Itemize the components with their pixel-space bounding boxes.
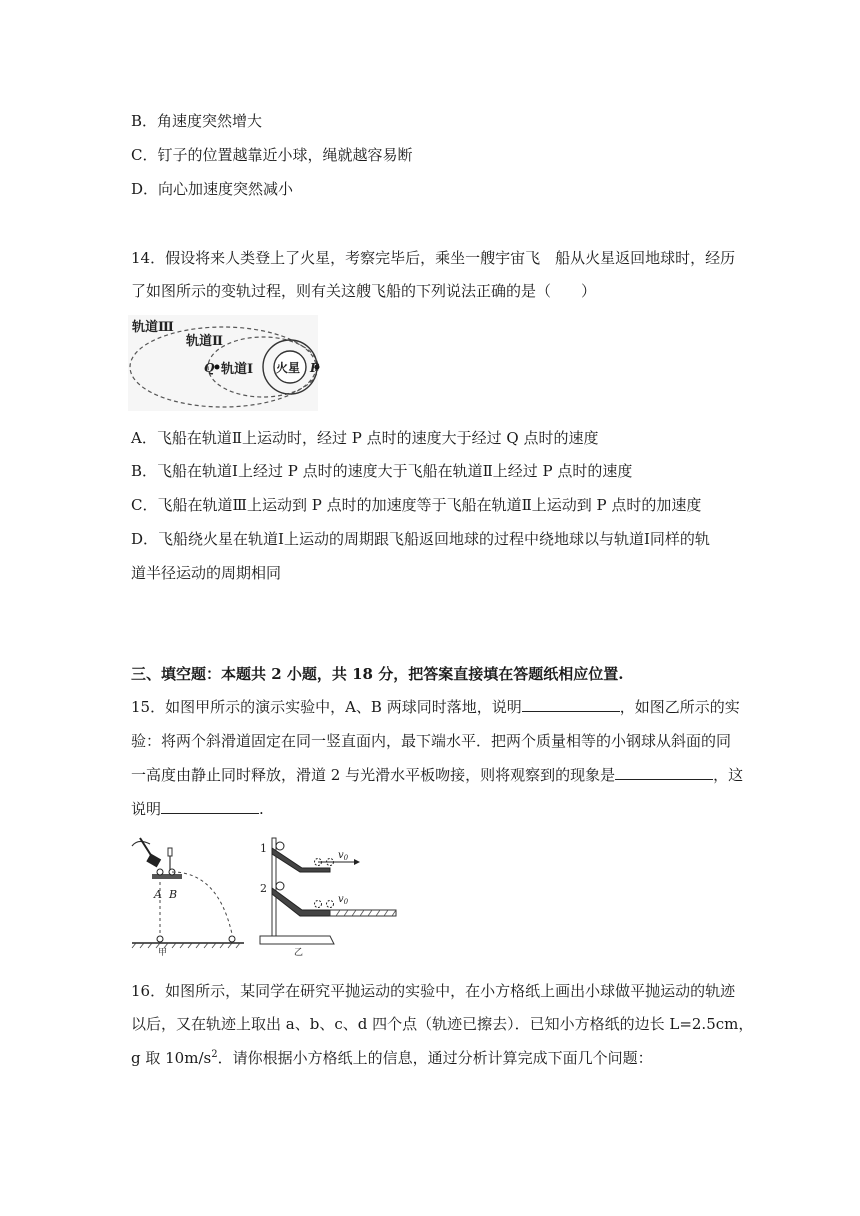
q13-option-d: D．向心加速度突然减小 bbox=[131, 180, 294, 198]
q13-option-c: C．钉子的位置越靠近小球，绳就越容易断 bbox=[131, 146, 413, 164]
q14-option-a: A．飞船在轨道Ⅱ上运动时，经过 P 点时的速度大于经过 Q 点时的速度 bbox=[131, 429, 599, 447]
q15-line4 bbox=[131, 799, 264, 819]
section-heading: 三、填空题：本题共 2 小题，共 18 分，把答案直接填在答题纸相应位置. bbox=[131, 665, 624, 683]
orbit-3-label: 轨道Ⅲ bbox=[132, 320, 174, 335]
q16-line3-text-a: g 取 10m/s bbox=[131, 1049, 212, 1067]
q15-line2: 验：将两个斜滑道固定在同一竖直面内，最下端水平．把两个质量相等的小钢球从斜面的同 bbox=[131, 732, 732, 750]
q14-option-d-line2: 道半径运动的周期相同 bbox=[131, 564, 282, 582]
q16-line3-sup: 2 bbox=[211, 1049, 218, 1060]
q15-line1-text-b: ，如图乙所示的实 bbox=[619, 698, 740, 716]
q14-option-d-line1: D．飞船绕火星在轨道Ⅰ上运动的周期跟飞船返回地球的过程中绕地球以与轨道Ⅰ同样的轨 bbox=[131, 530, 710, 548]
figure-a-drop-experiment bbox=[128, 832, 248, 956]
q14-stem-line1: 14．假设将来人类登上了火星，考察完毕后，乘坐一艘宇宙飞 船从火星返回地球时，经历 bbox=[131, 249, 736, 267]
point-q bbox=[215, 365, 220, 370]
ball-b-label: B bbox=[169, 888, 178, 901]
answer-blank-1[interactable] bbox=[522, 697, 620, 712]
q14-option-c: C．飞船在轨道Ⅲ上运动到 P 点时的加速度等于飞船在轨道Ⅱ上运动到 P 点时的加速度 bbox=[131, 496, 702, 514]
track-2-label: 2 bbox=[260, 882, 267, 895]
q14-option-b: B．飞船在轨道Ⅰ上经过 P 点时的速度大于飞船在轨道Ⅱ上经过 P 点时的速度 bbox=[131, 462, 633, 480]
q15-line1-text-a: 15．如图甲所示的演示实验中，A、B 两球同时落地，说明 bbox=[131, 698, 522, 716]
v0-sub-2: 0 bbox=[343, 898, 349, 906]
orbit-figure bbox=[128, 315, 318, 411]
q15-line4-text-a: 说明 bbox=[131, 800, 162, 818]
q16-line3-text-b: ．请你根据小方格纸上的信息，通过分析计算完成下面几个问题： bbox=[217, 1049, 653, 1067]
svg-text:v0 bbox=[338, 850, 349, 862]
v0-label-2: v bbox=[338, 894, 344, 905]
ball-a-label: A bbox=[154, 888, 162, 901]
q15-line1 bbox=[131, 697, 740, 717]
q13-option-b: B．角速度突然增大 bbox=[131, 112, 263, 130]
p-label: P bbox=[310, 361, 320, 375]
q15-line3 bbox=[131, 765, 743, 785]
track-1-label: 1 bbox=[260, 842, 267, 855]
q14-stem-line2: 了如图所示的变轨过程，则有关这艘飞船的下列说法正确的是（ ） bbox=[131, 282, 597, 300]
q15-line4-text-b: . bbox=[259, 800, 264, 818]
figure-b-slide-experiment bbox=[258, 832, 398, 956]
v0-label-1: v bbox=[338, 850, 344, 861]
q16-line3 bbox=[131, 1048, 653, 1068]
answer-blank-3[interactable] bbox=[161, 799, 259, 814]
orbit-1-label: 轨道Ⅰ bbox=[221, 362, 254, 377]
answer-blank-2[interactable] bbox=[615, 765, 713, 780]
q16-line2: 以后，又在轨迹上取出 a、b、c、d 四个点（轨迹已擦去）．已知小方格纸的边长 L=2.5cm， bbox=[131, 1015, 754, 1033]
fig-a-caption: 甲 bbox=[158, 948, 168, 958]
fig-b-caption: 乙 bbox=[294, 948, 304, 958]
q15-line3-text-b: ，这 bbox=[713, 766, 744, 784]
v0-sub-1: 0 bbox=[343, 854, 349, 862]
orbit-2-label: 轨道Ⅱ bbox=[186, 334, 223, 349]
q-label: Q bbox=[204, 361, 215, 375]
mars-label: 火星 bbox=[276, 361, 301, 375]
q15-line3-text-a: 一高度由静止同时释放，滑道 2 与光滑水平板吻接，则将观察到的现象是 bbox=[131, 766, 616, 784]
q16-line1: 16．如图所示，某同学在研究平抛运动的实验中，在小方格纸上画出小球做平抛运动的轨迹 bbox=[131, 982, 736, 1000]
svg-text:v0 bbox=[338, 894, 349, 906]
